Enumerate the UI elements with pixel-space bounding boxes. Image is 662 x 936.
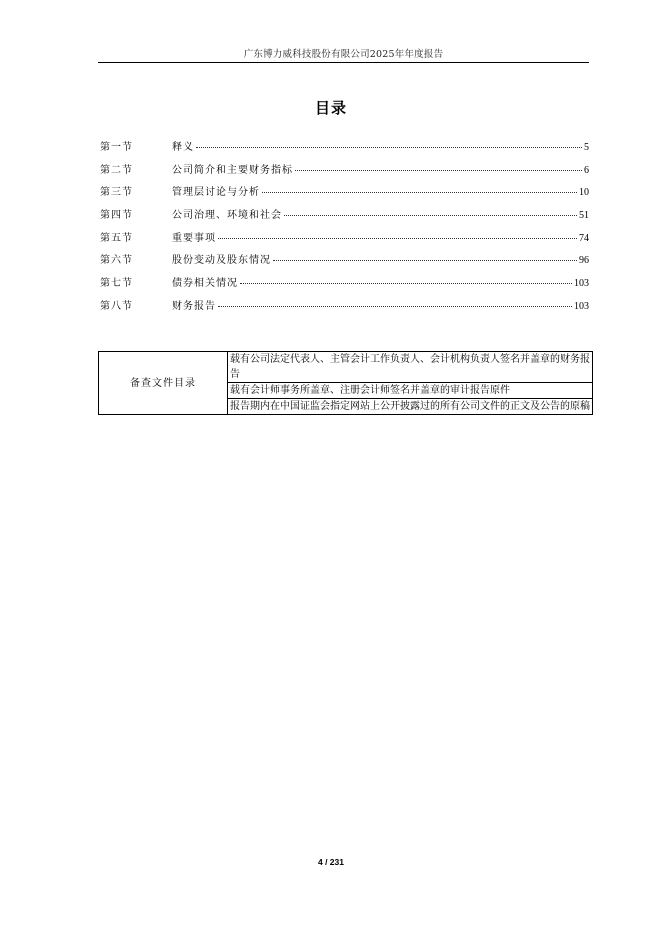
toc-section-name: 公司简介和主要财务指标	[172, 164, 293, 176]
toc-section-name: 财务报告	[172, 300, 216, 312]
toc-entry[interactable]	[100, 183, 589, 206]
toc-section-number: 第二节	[100, 164, 133, 176]
reference-documents-label: 备查文件目录	[99, 352, 228, 415]
page-number: 4 / 231	[318, 857, 344, 867]
header-divider	[98, 62, 589, 63]
reference-document-item: 报告期内在中国证监会指定网站上公开披露过的所有公司文件的正文及公告的原稿	[228, 399, 593, 415]
toc-page-number: 10	[579, 187, 589, 199]
toc-page-number: 6	[584, 164, 589, 176]
toc-leader-dots	[273, 260, 577, 261]
toc-leader-dots	[262, 192, 577, 193]
toc-leader-dots	[240, 283, 572, 284]
toc-entry[interactable]	[100, 297, 589, 320]
toc-entry[interactable]	[100, 251, 589, 274]
reference-documents-table	[98, 351, 593, 415]
toc-entry[interactable]	[100, 229, 589, 252]
toc-entry[interactable]	[100, 206, 589, 229]
toc-section-name: 债券相关情况	[172, 278, 238, 290]
page-header: 广东博力威科技股份有限公司2025年年度报告	[243, 49, 444, 60]
toc-section-name: 公司治理、环境和社会	[172, 210, 282, 222]
toc-leader-dots	[218, 306, 572, 307]
toc-leader-dots	[196, 147, 582, 148]
toc-entry[interactable]	[100, 161, 589, 184]
toc-section-number: 第七节	[100, 278, 133, 290]
toc-leader-dots	[284, 215, 577, 216]
table-of-contents	[100, 138, 589, 320]
toc-entry[interactable]	[100, 274, 589, 297]
toc-section-name: 股份变动及股东情况	[172, 255, 271, 267]
toc-section-name: 重要事项	[172, 232, 216, 244]
toc-title: 目录	[314, 99, 347, 117]
toc-section-number: 第五节	[100, 232, 133, 244]
toc-leader-dots	[295, 170, 582, 171]
toc-page-number: 5	[584, 142, 589, 153]
table-row	[99, 352, 593, 383]
toc-entry[interactable]	[100, 138, 589, 161]
toc-leader-dots	[218, 238, 577, 239]
toc-page-number: 51	[579, 210, 589, 222]
toc-section-number: 第一节	[100, 142, 133, 153]
toc-page-number: 103	[574, 278, 589, 290]
reference-document-item: 载有会计师事务所盖章、注册会计师签名并盖章的审计报告原件	[228, 383, 593, 399]
toc-page-number: 103	[574, 300, 589, 312]
toc-page-number: 74	[579, 232, 589, 244]
toc-section-number: 第六节	[100, 255, 133, 267]
toc-section-number: 第四节	[100, 210, 133, 222]
toc-section-name: 释义	[172, 142, 194, 153]
toc-section-number: 第三节	[100, 187, 133, 199]
toc-page-number: 96	[579, 255, 589, 267]
toc-section-number: 第八节	[100, 300, 133, 312]
toc-section-name: 管理层讨论与分析	[172, 187, 260, 199]
reference-document-item: 载有公司法定代表人、主管会计工作负责人、会计机构负责人签名并盖章的财务报告	[228, 352, 593, 383]
